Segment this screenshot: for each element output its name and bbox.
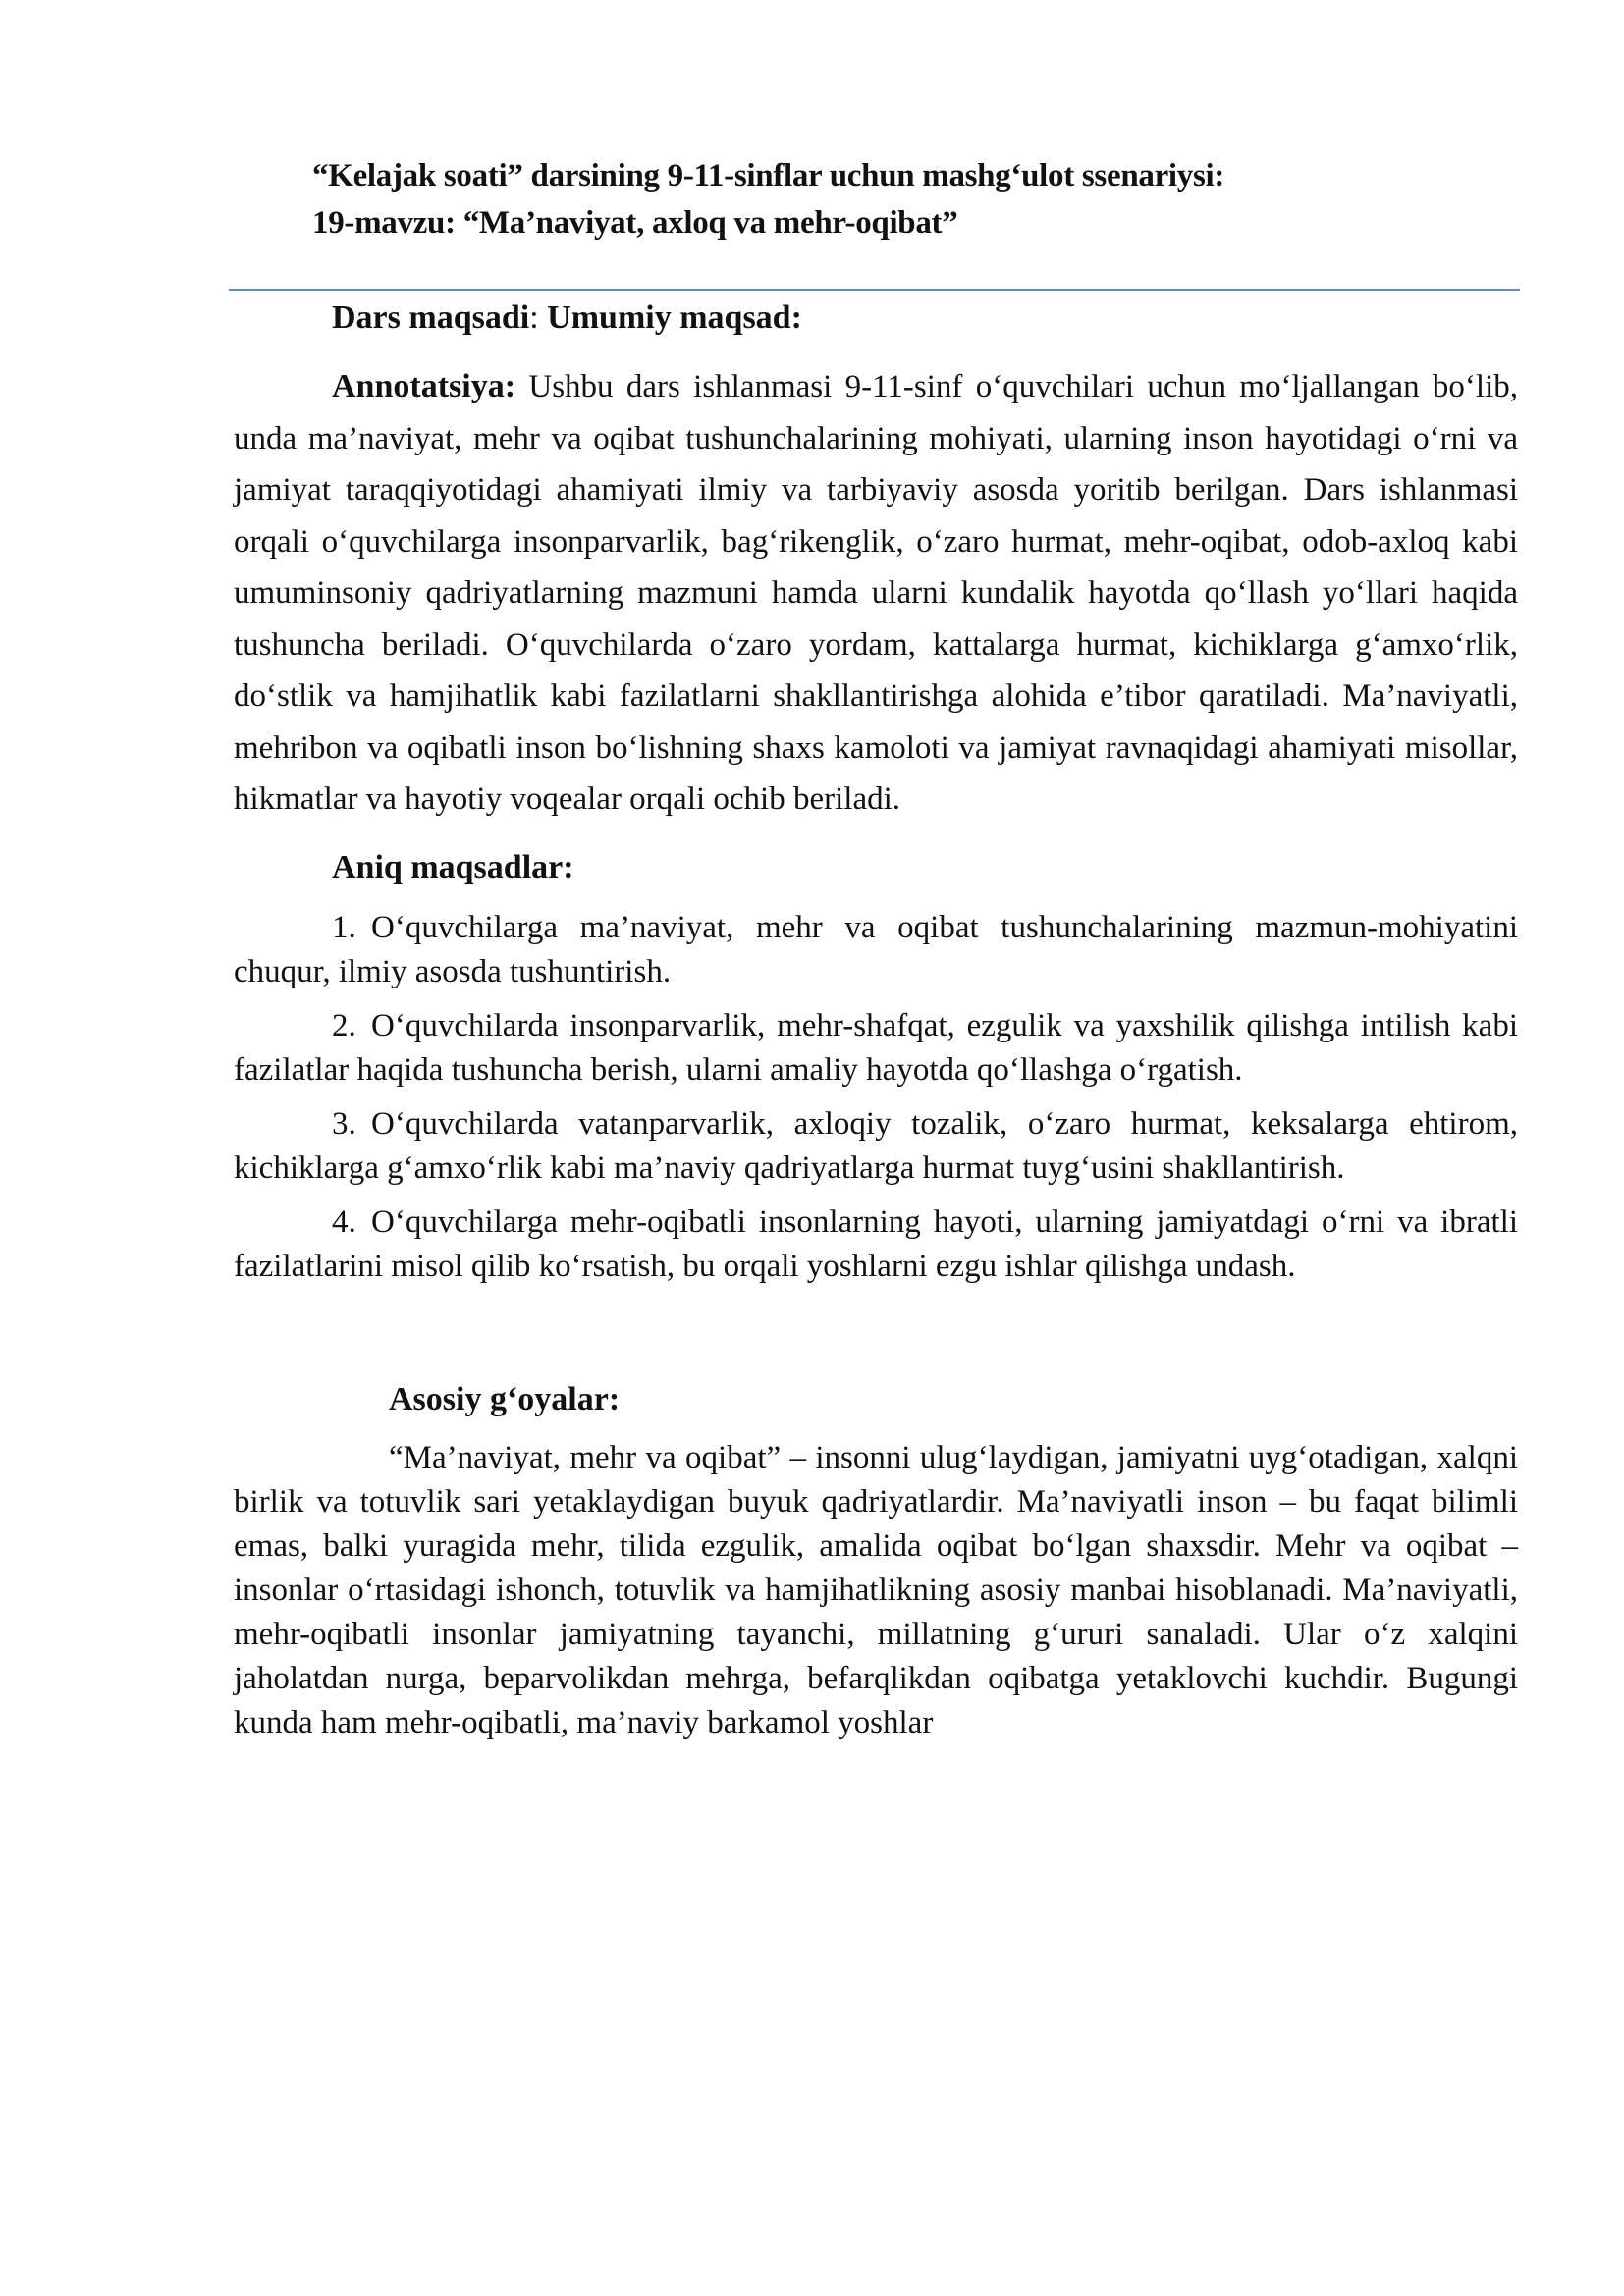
objectives-heading: Aniq maqsadlar: bbox=[332, 848, 574, 885]
annotation-paragraph bbox=[234, 361, 1518, 826]
document-body bbox=[234, 287, 1518, 1745]
objective-item-4 bbox=[234, 1201, 1518, 1289]
annotation-text: Ushbu dars ishlanmasi 9-11-sinf o‘quvchilari uchun mo‘ljallangan bo‘lib, unda ma’naviyat, mehr va oqibat tushunchalarining mohiyati, ularning inson hayotidagi o‘rni va jamiyat taraqqiyotidagi ahamiyati ilmiy va tarbiyaviy asosda yoritib berilgan. Dars ishlanmasi orqali o‘quvchilarga insonparvarlik, bag‘rikenglik, o‘zaro hurmat, mehr-oqibat, odob-axloq kabi umuminsoniy qadriyatlarning mazmuni hamda ularni kundalik hayotda qo‘llash yo‘llari haqida tushuncha beriladi. O‘quvchilarda o‘zaro yordam, kattalarga hurmat, kichiklarga g‘amxo‘rlik, do‘stlik va hamjihatlik kabi fazilatlarni shakllantirishga alohida e’tibor qaratiladi. Ma’naviyatli, mehribon va oqibatli inson bo‘lishning shaxs kamoloti va jamiyat ravnaqidagi ahamiyati misollar, hikmatlar va hayotiy voqealar orqali ochib beriladi. bbox=[234, 369, 1518, 817]
objective-number: 1. bbox=[332, 909, 356, 945]
objective-item-3 bbox=[234, 1102, 1518, 1191]
main-ideas-heading: Asosiy g‘oyalar: bbox=[389, 1380, 621, 1417]
lesson-goal bbox=[234, 287, 1518, 349]
main-ideas-paragraph: “Ma’naviyat, mehr va oqibat” – insonni ulug‘laydigan, jamiyatni uyg‘otadigan, xalqni birlik va totuvlik sari yetaklaydigan buyuk qadriyatlardir. Ma’naviyatli inson – bu faqat bilimli emas, balki yuragida mehr, tilida ezgulik, amalida oqibat bo‘lgan shaxsdir. Mehr va oqibat – insonlar o‘rtasidagi ishonch, totuvlik va hamjihatlikning asosiy manbai hisoblanadi. Ma’naviyatli, mehr-oqibatli insonlar jamiyatning tayanchi, millatning g‘ururi sanaladi. Ular o‘z xalqini jaholatdan nurga, beparvolikdan mehrga, befarqlikdan oqibatga yetaklovchi kuchdir. Bugungi kunda ham mehr-oqibatli, ma’naviy barkamol yoshlar bbox=[234, 1439, 1518, 1740]
lesson-goal-label: Dars maqsadi bbox=[332, 299, 530, 336]
objective-number: 3. bbox=[332, 1105, 356, 1142]
objective-number: 4. bbox=[332, 1203, 356, 1240]
lesson-goal-separator: : bbox=[529, 299, 548, 336]
annotation-label: Annotatsiya: bbox=[332, 368, 516, 404]
objective-text: O‘quvchilarda insonparvarlik, mehr-shafqat, ezgulik va yaxshilik qilishga intilish kabi fazilatlar haqida tushuncha berish, ularni amaliy hayotda qo‘llashga o‘rgatish. bbox=[234, 1007, 1518, 1088]
document-title bbox=[312, 152, 1224, 246]
objective-text: O‘quvchilarda vatanparvarlik, axloqiy tozalik, o‘zaro hurmat, keksalarga ehtirom, kichiklarga g‘amxo‘rlik kabi ma’naviy qadriyatlarga hurmat tuyg‘usini shakllantirish. bbox=[234, 1105, 1518, 1186]
objective-item-2 bbox=[234, 1004, 1518, 1093]
objective-text: O‘quvchilarga ma’naviyat, mehr va oqibat tushunchalarining mazmun-mohiyatini chuqur, ilmiy asosda tushuntirish. bbox=[234, 909, 1518, 989]
objective-item-1 bbox=[234, 906, 1518, 994]
lesson-goal-value: Umumiy maqsad: bbox=[547, 299, 802, 336]
objective-number: 2. bbox=[332, 1007, 356, 1043]
title-line-1: “Kelajak soati” darsining 9-11-sinflar uchun mashg‘ulot ssenariysi: bbox=[312, 158, 1225, 193]
title-line-2: 19-mavzu: “Ma’naviyat, axloq va mehr-oqibat” bbox=[312, 205, 958, 240]
objective-text: O‘quvchilarga mehr-oqibatli insonlarning hayoti, ularning jamiyatdagi o‘rni va ibratli fazilatlarini misol qilib ko‘rsatish, bu orqali yoshlarni ezgu ishlar qilishga undash. bbox=[234, 1203, 1518, 1284]
